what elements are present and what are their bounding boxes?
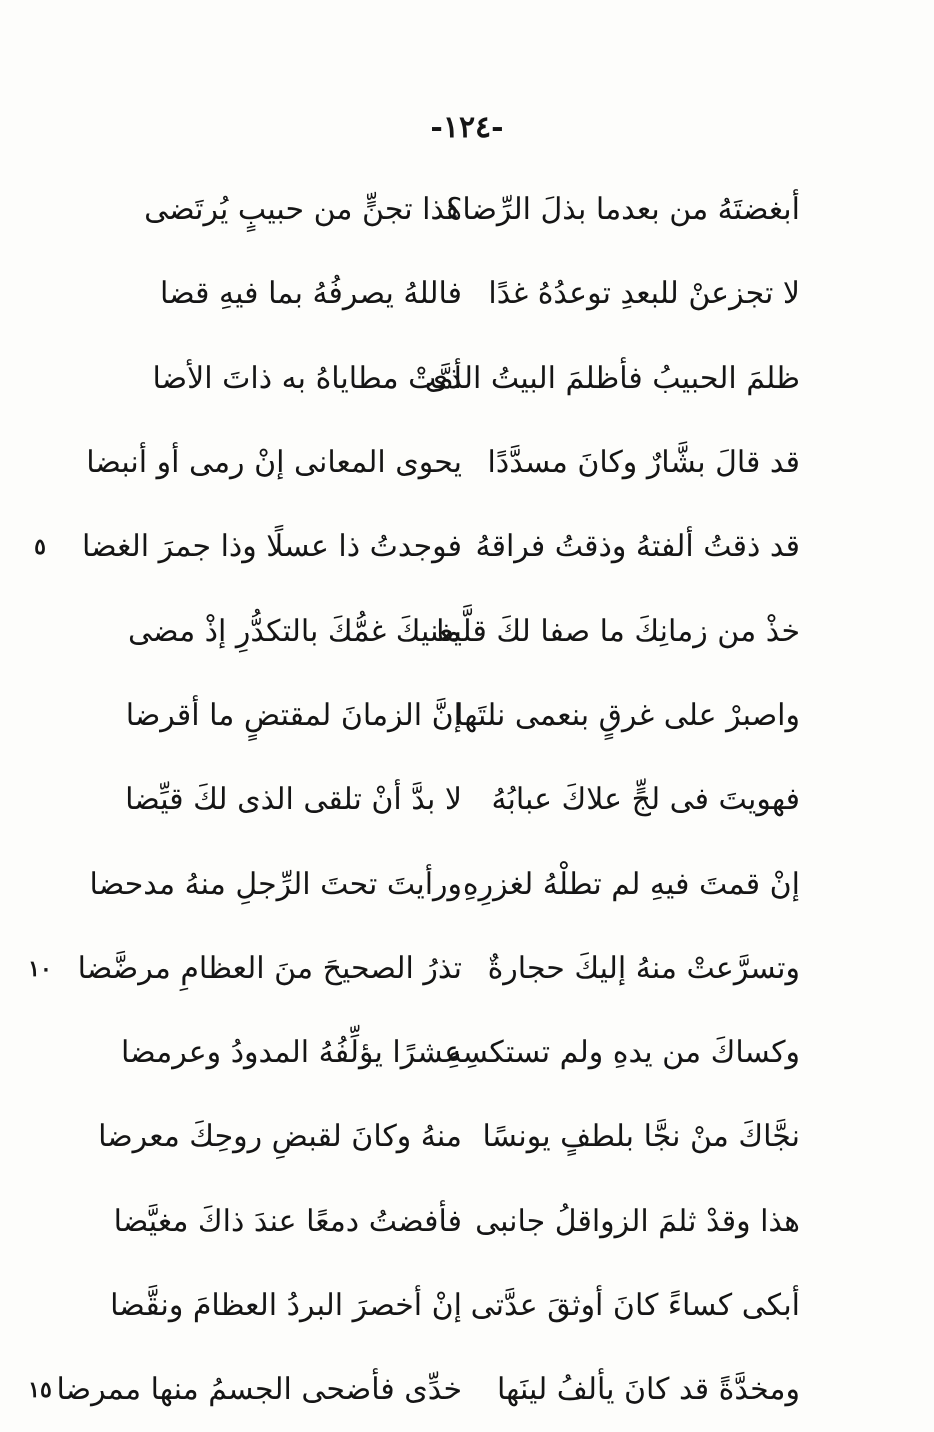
line-number: ١٠ xyxy=(28,955,52,982)
verse-line xyxy=(28,927,800,1011)
verse-line xyxy=(152,337,800,421)
verse-first-hemistich: واصبرْ على غرقٍ بنعمى نلتَها xyxy=(455,697,800,733)
verse-line xyxy=(121,1011,800,1095)
verse-line xyxy=(128,589,800,673)
verse-first-hemistich: ظلمَ الحبيبُ فأظلمَ البيتُ الذى xyxy=(424,360,800,396)
verse-first-hemistich: وتسرَّعتْ منهُ إليكَ حجارةٌ xyxy=(487,950,800,986)
verse-second-hemistich: فاللهُ يصرفُهُ بما فيهِ قضا xyxy=(160,276,462,312)
verse-second-hemistich: فوجدتُ ذا عسلًا وذا جمرَ الغضا xyxy=(81,529,462,565)
verse-line xyxy=(110,1264,800,1348)
verse-first-hemistich: إنْ قمتَ فيهِ لم تطلْهُ لغزرِهِ xyxy=(462,866,800,902)
verse-second-hemistich: إنَّ الزمانَ لمقتضٍ ما أقرضا xyxy=(125,697,462,733)
verse-line xyxy=(125,758,800,842)
verse-second-hemistich: تذرُ الصحيحَ منَ العظامِ مرضَّضا xyxy=(77,950,462,986)
verse-second-hemistich: خدِّى فأضحى الجسمُ منها ممرضا xyxy=(56,1372,462,1408)
verse-second-hemistich: لا بدَّ أنْ تلقى الذى لكَ قيِّضا xyxy=(125,782,462,818)
verse-line xyxy=(89,842,800,926)
verse-second-hemistich: يحوى المعانى إنْ رمى أو أنبضا xyxy=(86,445,462,481)
verse-line xyxy=(113,1180,800,1264)
verse-first-hemistich: لا تجزعنْ للبعدِ توعدُهُ غدًا xyxy=(488,276,800,312)
verse-first-hemistich: خذْ من زمانِكَ ما صفا لكَ قلَّما xyxy=(436,613,800,649)
verse-line xyxy=(144,168,800,252)
verse-first-hemistich: أبغضتَهُ من بعدما بذلَ الرِّضا؟ xyxy=(446,192,800,228)
verse-first-hemistich: ومخدَّةً قد كانَ يألفُ لينَها xyxy=(497,1372,800,1408)
poem-body xyxy=(28,168,800,1432)
verse-second-hemistich: يغنيكَ غمُّكَ بالتكدُّرِ إذْ مضى xyxy=(128,613,462,649)
verse-second-hemistich: هذا تجنٍّ من حبيبٍ يُرتَضى xyxy=(144,192,462,228)
verse-second-hemistich: أمَّتْ مطاياهُ به ذاتَ الأضا xyxy=(152,360,462,396)
verse-first-hemistich: نجَّاكَ منْ نجَّا بلطفٍ يونسًا xyxy=(482,1119,800,1155)
verse-first-hemistich: قد قالَ بشَّارٌ وكانَ مسدَّدًا xyxy=(487,445,800,481)
verse-second-hemistich: عشرًا يؤلِّفُهُ المدودُ وعرمضا xyxy=(121,1035,462,1071)
verse-first-hemistich: فهويتَ فى لجٍّ علاكَ عبابُهُ xyxy=(491,782,800,818)
verse-first-hemistich: وكساكَ من يدهِ ولم تستكسِهِ xyxy=(446,1035,800,1071)
verse-line xyxy=(98,1095,800,1179)
verse-line xyxy=(34,505,800,589)
verse-first-hemistich: هذا وقدْ ثلمَ الزواقلُ جانبى xyxy=(475,1203,800,1239)
verse-second-hemistich: ورأيتَ تحتَ الرِّجلِ منهُ مدحضا xyxy=(89,866,462,902)
verse-line xyxy=(160,252,800,336)
verse-line xyxy=(125,674,800,758)
page-number: -١٢٤- xyxy=(430,110,504,145)
line-number: ٥ xyxy=(34,534,46,561)
verse-second-hemistich: منهُ وكانَ لقبضِ روحِكَ معرضا xyxy=(98,1119,462,1155)
verse-first-hemistich: قد ذقتُ ألفتهُ وذقتُ فراقهُ xyxy=(475,529,800,565)
verse-second-hemistich: إنْ أخصرَ البردُ العظامَ ونقَّضا xyxy=(110,1288,462,1323)
verse-second-hemistich: فأفضتُ دمعًا عندَ ذاكَ مغيَّضا xyxy=(113,1203,462,1239)
verse-first-hemistich: أبكى كساءً كانَ أوثقَ عدَّتى xyxy=(470,1288,800,1323)
verse-line xyxy=(86,421,800,505)
line-number: ١٥ xyxy=(28,1377,52,1404)
verse-line xyxy=(28,1348,800,1432)
